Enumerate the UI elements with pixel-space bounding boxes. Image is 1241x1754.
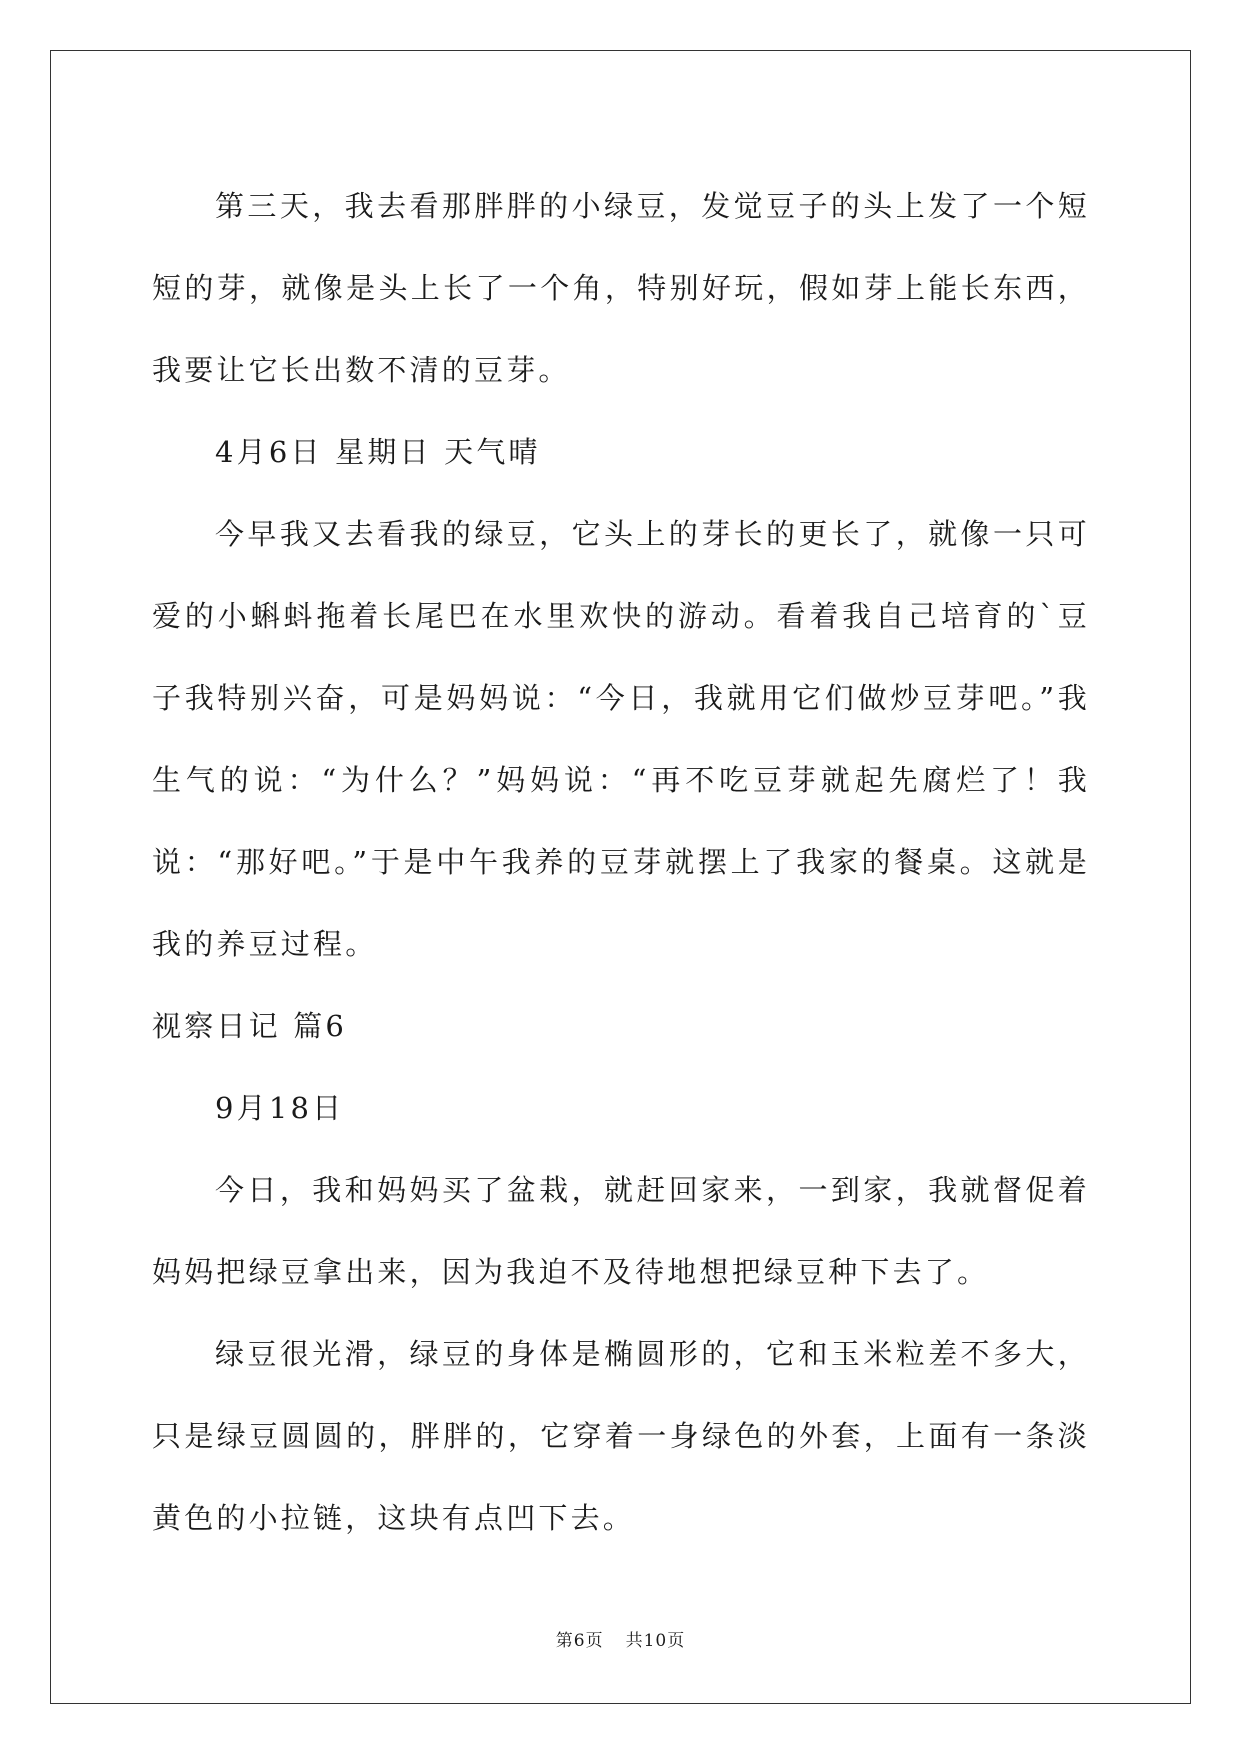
page-number: 第6页 (555, 1631, 604, 1651)
paragraph-bean-description: 绿豆很光滑，绿豆的身体是椭圆形的，它和玉米粒差不多大，只是绿豆圆圆的，胖胖的，它穿着一身绿色的外套，上面有一条淡黄色的小拉链，这块有点凹下去。 (152, 1337, 1090, 1535)
date-heading-april-6: 4月6日 星期日 天气晴 (215, 435, 541, 469)
paragraph-day-three: 第三天，我去看那胖胖的小绿豆，发觉豆子的头上发了一个短短的芽，就像是头上长了一个角，特别好玩，假如芽上能长东西，我要让它长出数不清的豆芽。 (152, 189, 1090, 387)
paragraph-bean-sprouts-cooked: 今早我又去看我的绿豆，它头上的芽长的更长了，就像一只可爱的小蝌蚪拖着长尾巴在水里欢快的游动。看着我自己培育的`豆子我特别兴奋，可是妈妈说：“今日，我就用它们做炒豆芽吧。”我生气的说：“为什么？”妈妈说：“再不吃豆芽就起先腐烂了！我说：“那好吧。”于是中午我养的豆芽就摆上了我家的餐桌。这就是我的养豆过程。 (152, 517, 1090, 961)
section-title-observation-diary-6: 视察日记 篇6 (152, 1009, 348, 1043)
page-total: 共10页 (625, 1631, 686, 1651)
paragraph-planting: 今日，我和妈妈买了盆栽，就赶回家来，一到家，我就督促着妈妈把绿豆拿出来，因为我迫不及待地想把绿豆种下去了。 (152, 1173, 1090, 1289)
page-footer (0, 1626, 1241, 1651)
date-heading-sept-18: 9月18日 (215, 1091, 345, 1125)
document-body (152, 165, 1090, 1559)
